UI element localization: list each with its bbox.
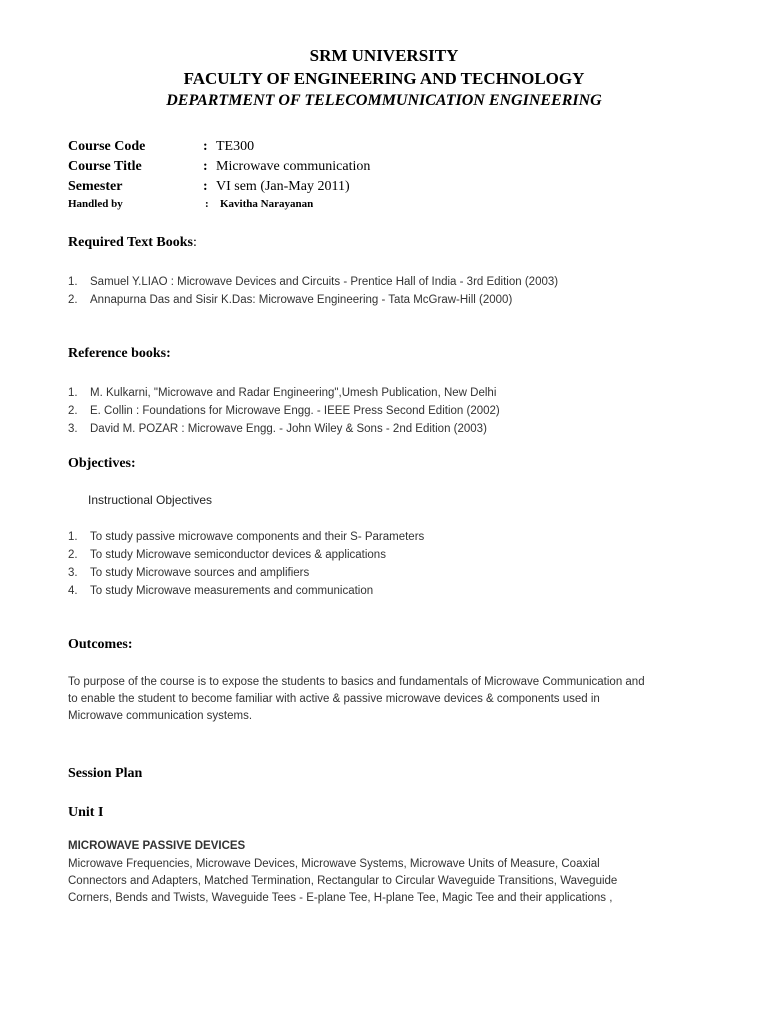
semester-colon: :	[203, 179, 208, 194]
instructional-objectives-subheading: Instructional Objectives	[88, 493, 213, 507]
list-item: 2. E. Collin : Foundations for Microwave Engg. - IEEE Press Second Edition (2002)	[68, 405, 500, 417]
list-item: 1. M. Kulkarni, "Microwave and Radar Engineering",Umesh Publication, New Delhi	[68, 387, 497, 399]
department-name: DEPARTMENT OF TELECOMMUNICATION ENGINEERING	[166, 92, 602, 109]
paragraph-line: to enable the student to become familiar with active & passive microwave devices & components used in	[68, 693, 600, 705]
text-books-list	[68, 273, 558, 309]
course-title-label: Course Title	[68, 159, 142, 174]
outcomes-heading: Outcomes:	[68, 637, 133, 652]
handled-by-colon: :	[205, 198, 209, 210]
paragraph-line: Microwave Frequencies, Microwave Devices, Microwave Systems, Microwave Units of Measure, Coaxial	[68, 858, 600, 870]
reference-books-heading: Reference books:	[68, 346, 171, 361]
list-item: 2. To study Microwave semiconductor devices & applications	[68, 549, 386, 561]
course-title-value: Microwave communication	[216, 159, 371, 174]
objectives-heading: Objectives:	[68, 456, 136, 471]
paragraph-line: Connectors and Adapters, Matched Termination, Rectangular to Circular Waveguide Transitions, Waveguide	[68, 875, 618, 887]
list-item: 3. David M. POZAR : Microwave Engg. - John Wiley & Sons - 2nd Edition (2003)	[68, 423, 487, 435]
course-code-label: Course Code	[68, 139, 146, 154]
unit-heading: Unit I	[68, 805, 104, 820]
paragraph-line: Microwave communication systems.	[68, 710, 253, 722]
list-item: 2. Annapurna Das and Sisir K.Das: Microwave Engineering - Tata McGraw-Hill (2000)	[68, 294, 513, 306]
unit-topics-paragraph	[68, 856, 708, 907]
course-title-colon: :	[203, 159, 208, 174]
handled-by-label: Handled by	[68, 198, 123, 210]
handled-by-value: Kavitha Narayanan	[220, 198, 314, 210]
list-item: 4. To study Microwave measurements and communication	[68, 585, 374, 597]
session-plan-heading: Session Plan	[68, 766, 143, 781]
paragraph-line: Corners, Bends and Twists, Waveguide Tees - E-plane Tee, H-plane Tee, Magic Tee and their applications ,	[68, 892, 613, 904]
semester-label: Semester	[68, 179, 123, 194]
outcomes-paragraph	[68, 674, 708, 725]
text-books-heading: Required Text Books:	[68, 235, 197, 250]
semester-value: VI sem (Jan-May 2011)	[216, 179, 350, 194]
paragraph-line: To purpose of the course is to expose the students to basics and fundamentals of Microwave Communication and	[68, 676, 645, 688]
list-item: 3. To study Microwave sources and amplifiers	[68, 567, 310, 579]
reference-books-list	[68, 384, 500, 438]
university-name: SRM UNIVERSITY	[309, 46, 459, 65]
objectives-list	[68, 528, 424, 600]
faculty-name: FACULTY OF ENGINEERING AND TECHNOLOGY	[183, 69, 585, 88]
list-item: 1. Samuel Y.LIAO : Microwave Devices and Circuits - Prentice Hall of India - 3rd Edition (2003)	[68, 276, 559, 288]
unit-title: MICROWAVE PASSIVE DEVICES	[68, 840, 246, 852]
list-item: 1. To study passive microwave components and their S- Parameters	[68, 531, 425, 543]
course-code-value: TE300	[216, 139, 255, 154]
course-code-colon: :	[203, 139, 208, 154]
